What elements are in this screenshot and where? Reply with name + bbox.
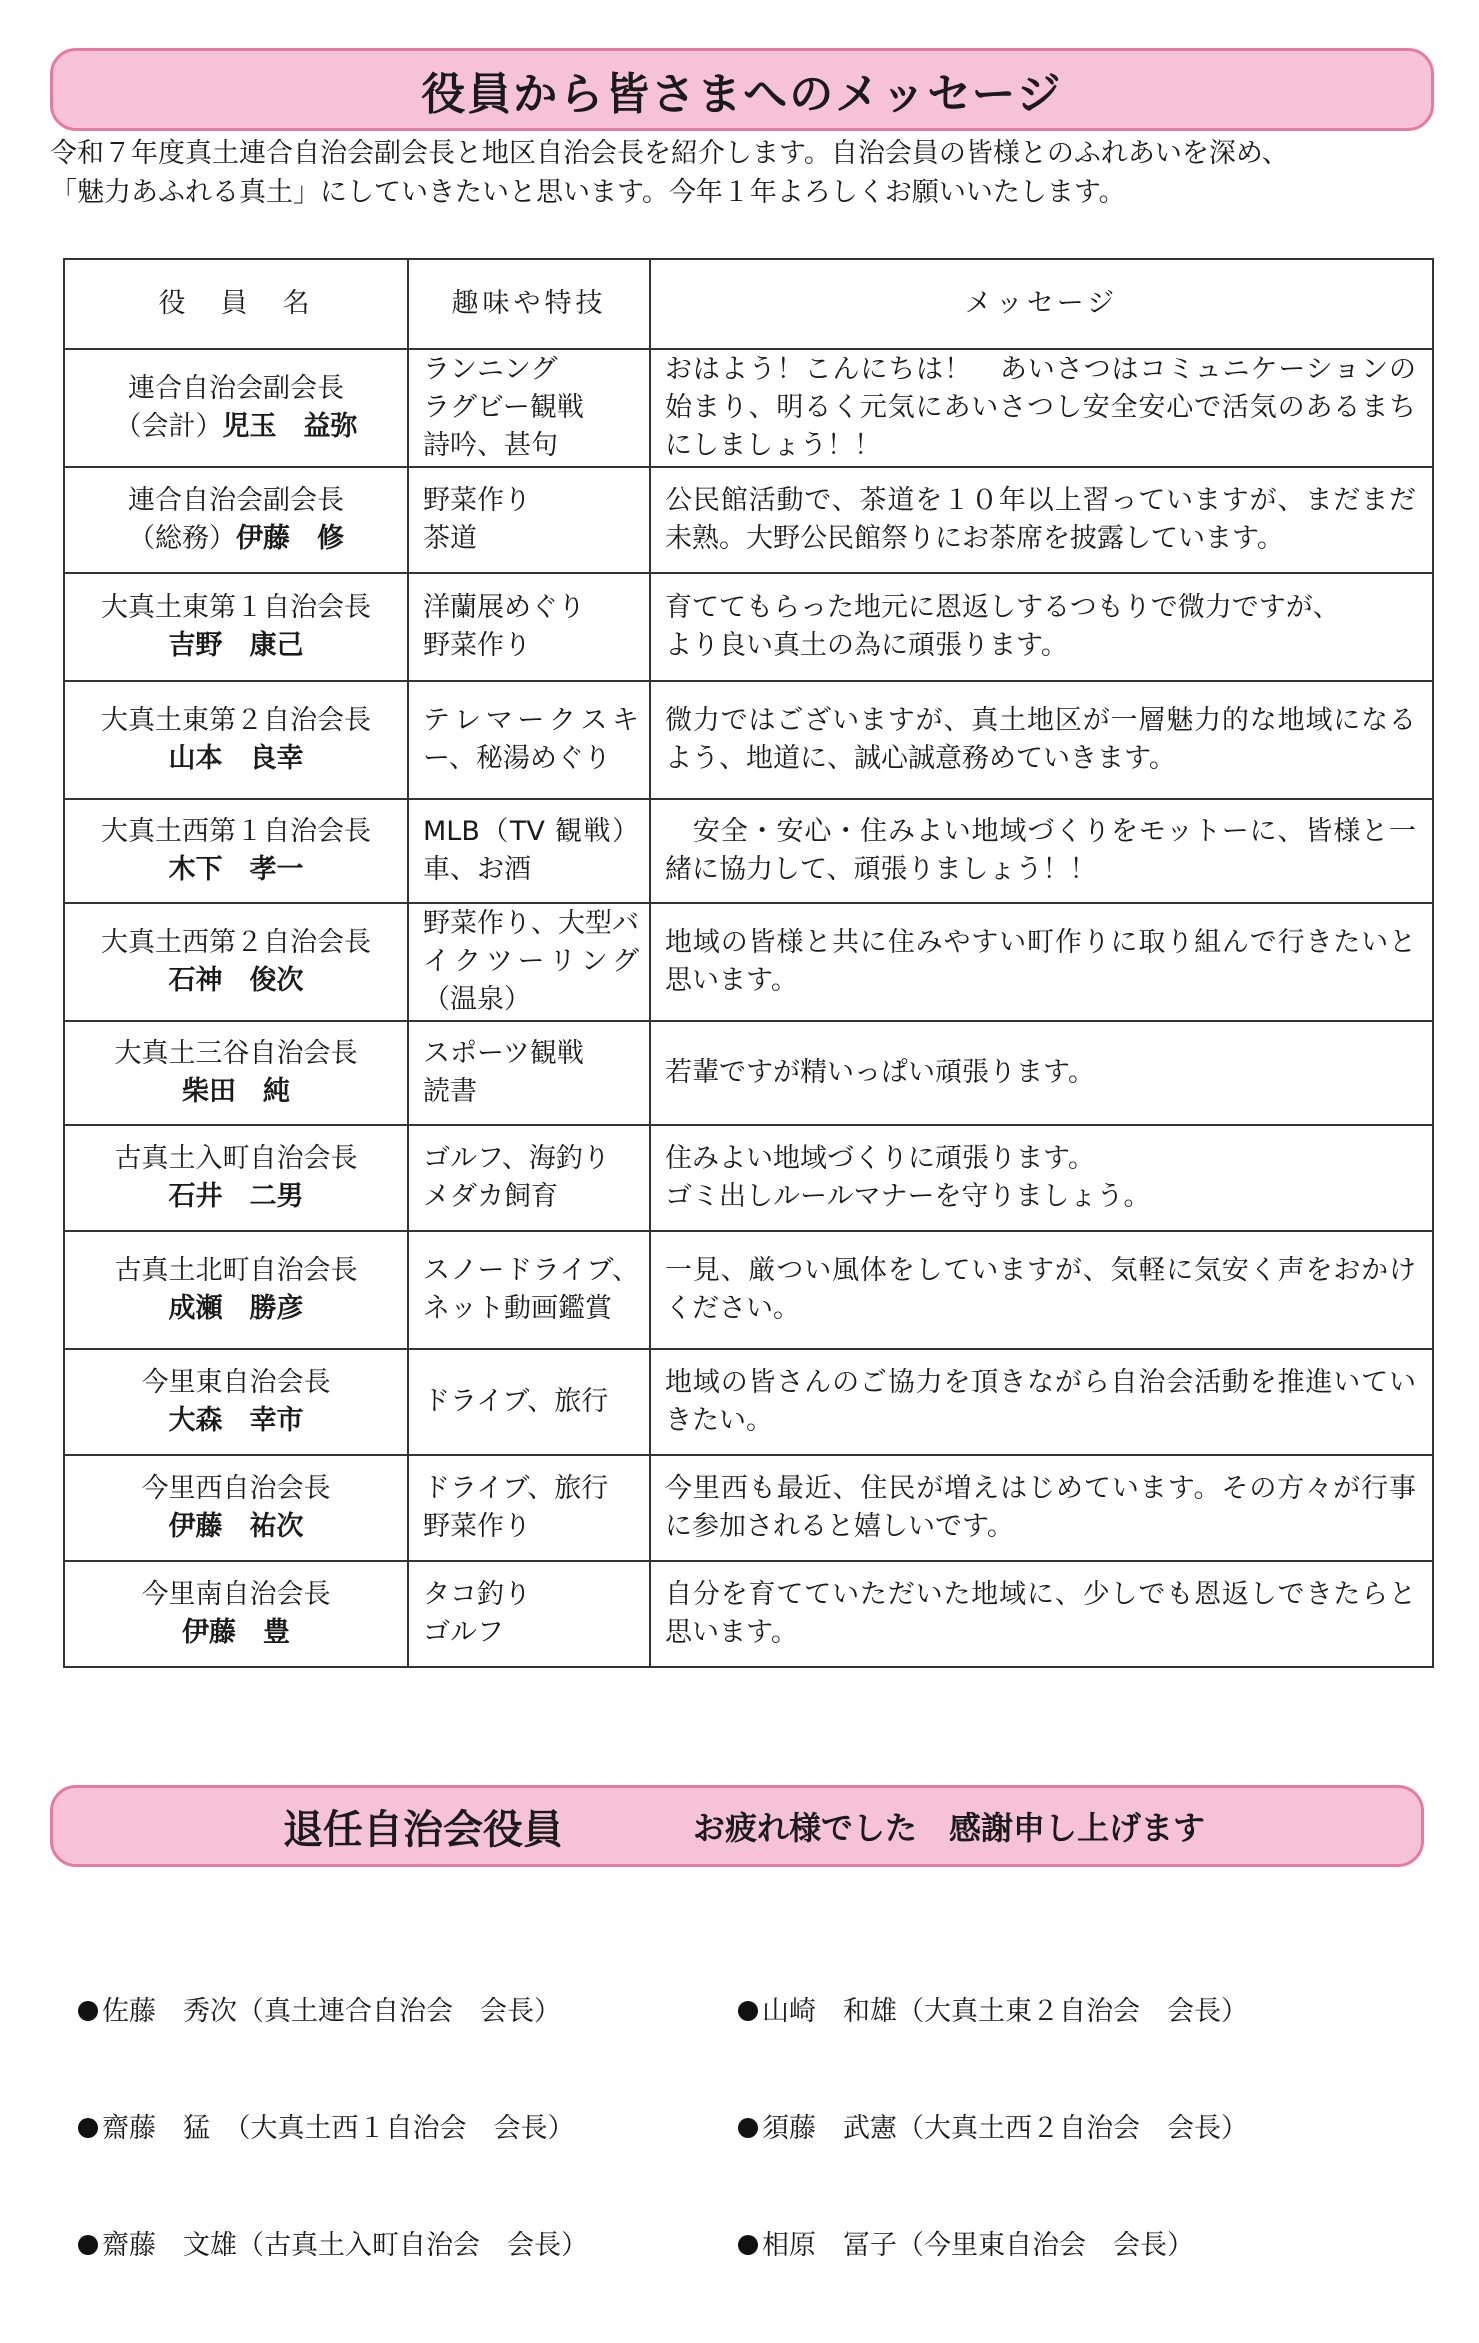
officer-name-line [66,1073,406,1111]
bullet-icon [78,2118,98,2138]
header-name: 役 員 名 [64,259,408,349]
officer-name: 吉野 康己 [168,630,304,661]
officer-name-cell [64,573,408,681]
officer-hobby: スポーツ観戦 読書 [408,1021,650,1125]
officer-name-cell [64,681,408,799]
bullet-icon [738,2235,758,2255]
officer-message: 住みよい地域づくりに頑張ります。 ゴミ出しルールマナーを守りましょう。 [650,1125,1433,1231]
officer-name: 伊藤 修 [236,523,344,554]
officer-name-cell [64,903,408,1021]
officer-role: 今里南自治会長 [141,1579,331,1610]
retired-item: 須藤 武憲（大真土西２自治会 会長） [738,2109,1248,2148]
header-hobby: 趣味や特技 [408,259,650,349]
officer-name-cell [64,349,408,467]
officer-role: 大真土三谷自治会長 [114,1038,358,1069]
officer-name-line [66,851,406,889]
officer-hobby: ドライブ、旅行 野菜作り [408,1455,650,1561]
retired-title: 退任自治会役員 [283,1806,563,1853]
officer-name-line [66,520,406,558]
retired-item: 齋藤 猛 （大真土西１自治会 会長） [78,2109,588,2148]
retired-list-left [78,1914,588,2343]
officer-role: 今里西自治会長 [141,1473,331,1504]
officer-hobby: スノードライブ、ネット動画鑑賞 [408,1231,650,1349]
officer-name: 児玉 益弥 [222,411,358,442]
officers-table [63,258,1434,1668]
officer-name-line [66,1402,406,1440]
officer-name: 柴田 純 [182,1076,290,1107]
officer-name-line [66,1290,406,1328]
table-row [64,799,1433,903]
officer-message: 若輩ですが精いっぱい頑張ります。 [650,1021,1433,1125]
table-row [64,349,1433,467]
officer-name-line [66,1508,406,1546]
officer-hobby: ドライブ、旅行 [408,1349,650,1455]
officer-hobby: ゴルフ、海釣り メダカ飼育 [408,1125,650,1231]
header-message: メッセージ [650,259,1433,349]
table-row [64,1561,1433,1667]
bullet-icon [738,2001,758,2021]
retired-item: 佐藤 秀次（真土連合自治会 会長） [78,1992,588,2031]
officer-name-cell [64,1125,408,1231]
officer-message: 育ててもらった地元に恩返しするつもりで微力ですが、 より良い真土の為に頑張ります。 [650,573,1433,681]
officer-name: 伊藤 豊 [182,1617,290,1648]
officer-message: 地域の皆さんのご協力を頂きながら自治会活動を推進いていきたい。 [650,1349,1433,1455]
officer-name: 木下 孝一 [168,854,304,885]
officer-name-cell [64,1231,408,1349]
officer-hobby: ランニング ラグビー観戦 詩吟、甚句 [408,349,650,467]
officer-hobby: テレマークスキー、秘湯めぐり [408,681,650,799]
officer-role: 古真土入町自治会長 [114,1143,358,1174]
officer-title-prefix: （総務） [128,523,236,554]
officer-name-cell [64,799,408,903]
table-row [64,1231,1433,1349]
officer-hobby: 野菜作り 茶道 [408,467,650,573]
officer-message: 今里西も最近、住民が増えはじめています。その方々が行事に参加されると嬉しいです。 [650,1455,1433,1561]
officer-role: 連合自治会副会長 [128,485,344,516]
retired-list-right [738,1914,1248,2343]
officer-name-cell [64,1021,408,1125]
table-row [64,467,1433,573]
table-row [64,1125,1433,1231]
officer-hobby: 洋蘭展めぐり 野菜作り [408,573,650,681]
officer-hobby: MLB（TV 観戦）車、お酒 [408,799,650,903]
officer-name: 山本 良幸 [168,743,304,774]
table-row [64,1349,1433,1455]
officer-message: 微力ではございますが、真土地区が一層魅力的な地域になるよう、地道に、誠心誠意務めていきます。 [650,681,1433,799]
officer-name-cell [64,1349,408,1455]
officer-name: 成瀬 勝彦 [168,1293,304,1324]
retired-item: 齋藤 文雄（古真土入町自治会 会長） [78,2226,588,2265]
bullet-icon [78,2235,98,2255]
officer-message: おはよう！こんにちは！ あいさつはコミュニケーションの始まり、明るく元気にあいさつし安全安心で活気のあるまちにしましょう！！ [650,349,1433,467]
table-row [64,903,1433,1021]
retired-subtitle: お疲れ様でした 感謝申し上げます [693,1809,1206,1847]
table-row [64,1455,1433,1561]
officer-message: 自分を育てていただいた地域に、少しでも恩返しできたらと思います。 [650,1561,1433,1667]
officer-name-line [66,627,406,665]
officer-name-line [66,740,406,778]
officer-role: 古真土北町自治会長 [114,1255,358,1286]
officer-role: 大真土東第１自治会長 [101,592,371,623]
bullet-icon [738,2118,758,2138]
officer-hobby: タコ釣り ゴルフ [408,1561,650,1667]
retired-item: 山崎 和雄（大真土東２自治会 会長） [738,1992,1248,2031]
table-header-row [64,259,1433,349]
officer-name-line [66,1178,406,1216]
officer-message: 公民館活動で、茶道を１０年以上習っていますが、まだまだ未熟。大野公民館祭りにお茶席を披露しています。 [650,467,1433,573]
officer-name: 石井 二男 [168,1181,304,1212]
officer-name: 大森 幸市 [168,1405,304,1436]
officer-name-line [66,962,406,1000]
officer-name-cell [64,1455,408,1561]
officer-name-line [66,1614,406,1652]
officer-role: 大真土西第２自治会長 [101,927,371,958]
officer-name: 伊藤 祐次 [168,1511,304,1542]
officer-message: 一見、厳つい風体をしていますが、気軽に気安く声をおかけください。 [650,1231,1433,1349]
table-row [64,681,1433,799]
officer-message: 安全・安心・住みよい地域づくりをモットーに、皆様と一緒に協力して、頑張りましょう！！ [650,799,1433,903]
message-banner [50,48,1434,131]
officer-role: 大真土西第１自治会長 [101,816,371,847]
officer-role: 連合自治会副会長 [128,373,344,404]
table-row [64,573,1433,681]
officer-title-prefix: （会計） [114,411,223,442]
table-row [64,1021,1433,1125]
officer-name-cell [64,467,408,573]
officer-hobby: 野菜作り、大型バイクツーリング（温泉） [408,903,650,1021]
intro-text: 令和７年度真土連合自治会副会長と地区自治会長を紹介します。自治会員の皆様とのふれあいを深め、 「魅力あふれる真土」にしていきたいと思います。今年１年よろしくお願いいたします。 [50,138,1289,208]
officer-name: 石神 俊次 [168,965,304,996]
officer-name-cell [64,1561,408,1667]
officer-role: 今里東自治会長 [141,1367,331,1398]
retired-item: 相原 冨子（今里東自治会 会長） [738,2226,1248,2265]
page-title: 役員から皆さまへのメッセージ [421,68,1063,120]
retired-banner [50,1785,1424,1867]
officer-role: 大真土東第２自治会長 [101,705,371,736]
officer-message: 地域の皆様と共に住みやすい町作りに取り組んで行きたいと思います。 [650,903,1433,1021]
bullet-icon [78,2001,98,2021]
officer-name-line [66,408,406,446]
